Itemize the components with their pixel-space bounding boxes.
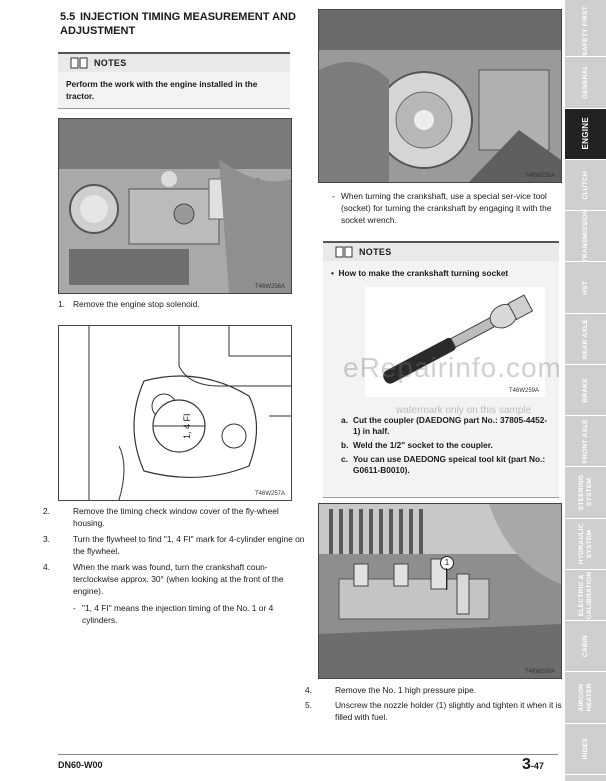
notes-item <box>341 440 551 451</box>
injection-pump-photo <box>318 503 562 679</box>
watermark: eRepairinfo.com <box>343 352 562 383</box>
notes-title: NOTES <box>94 58 127 68</box>
notes-items <box>341 415 551 476</box>
dash: - <box>332 191 335 201</box>
page-minor: -47 <box>530 761 544 771</box>
step-number: 5. <box>305 700 312 710</box>
notes-item <box>341 454 551 476</box>
section-tabs <box>565 0 606 781</box>
step-text: Turn the flywheel to find "1, 4 FI" mark for 4-cylinder engine on the flywheel. <box>73 534 305 556</box>
engine-photo <box>58 118 292 294</box>
step-text: Remove the timing check window cover of the fly-wheel housing. <box>73 506 279 528</box>
tab-label: FRONT AXLE <box>581 419 589 464</box>
book-icon <box>335 246 353 258</box>
image-code: T46W259A <box>508 388 539 394</box>
tab-hst[interactable] <box>565 262 606 313</box>
tab-label: AIRCON HEATER <box>577 683 593 712</box>
tab-label: HST <box>581 280 589 295</box>
tab-label: SAFETY FIRST <box>581 6 589 56</box>
step-2 <box>43 505 305 529</box>
step-remove-pipe <box>305 684 573 696</box>
flywheel-mark: 1, 4 FI <box>182 413 192 439</box>
item-text: You can use DAEDONG speical tool kit (part No.: G0611-B0010). <box>353 454 546 475</box>
tab-steering-system[interactable] <box>565 467 606 518</box>
tab-label: REAR AXLE <box>581 318 589 359</box>
step-number: 4. <box>43 562 50 572</box>
watermark-sub: watermark only on this sample <box>396 405 532 416</box>
step-4 <box>43 561 305 597</box>
tab-index[interactable] <box>565 724 606 775</box>
tab-safety-first[interactable] <box>565 6 606 57</box>
step-number: 2. <box>43 506 50 516</box>
footer-code: DN60-W00 <box>58 760 103 770</box>
tab-label: CLUTCH <box>581 170 589 200</box>
tab-label: TRANSMISSION <box>581 209 589 263</box>
tab-label: ENGINE <box>580 117 590 150</box>
notes-text: Perform the work with the engine installed in the tractor. <box>58 72 290 108</box>
tab-clutch[interactable] <box>565 160 606 211</box>
tab-front-axle[interactable] <box>565 416 606 467</box>
page-major: 3 <box>522 756 531 773</box>
step-text: Unscrew the nozzle holder (1) slightly and tighten it when it is filled with fuel. <box>335 700 562 722</box>
item-text: Weld the 1/2" socket to the coupler. <box>353 440 493 450</box>
section-title: INJECTION TIMING MEASUREMENT AND ADJUSTMENT <box>60 11 296 37</box>
callout-circle <box>440 556 454 570</box>
tab-label: ELECTRIC & CALIBRATION <box>577 571 593 619</box>
notes-item <box>341 415 551 437</box>
step-1 <box>58 298 290 310</box>
step-unscrew-nozzle <box>305 699 573 723</box>
image-code: T46W260A <box>524 669 555 675</box>
tab-general[interactable] <box>565 57 606 108</box>
section-heading <box>60 10 300 38</box>
image-code: T46W258A <box>524 173 555 179</box>
image-code: T46W256A <box>254 284 285 290</box>
tab-label: STEERING SYSTEM <box>577 474 593 511</box>
tab-brake[interactable] <box>565 365 606 416</box>
tab-label: HYDRAULIC SYSTEM <box>577 523 593 565</box>
step-4-sub <box>73 602 299 626</box>
dash: - <box>73 603 76 613</box>
step-text: When the mark was found, turn the crankshaft coun-terclockwise approx. 30° (when looking at the front of the engine). <box>73 562 284 596</box>
tab-label: BRAKE <box>581 377 589 403</box>
notes-title: NOTES <box>359 247 392 257</box>
bullet-text: How to make the crankshaft turning socket <box>338 268 509 278</box>
callout-leader <box>446 568 447 590</box>
step-3 <box>43 533 305 557</box>
book-icon <box>70 57 88 69</box>
step-number: 4. <box>305 685 312 695</box>
flywheel-housing-figure <box>58 325 292 501</box>
tab-transmission[interactable] <box>565 211 606 262</box>
item-letter: a. <box>341 415 348 425</box>
sub-text: "1, 4 FI" means the injection timing of the No. 1 or 4 cylinders. <box>82 603 274 625</box>
item-letter: c. <box>341 454 348 464</box>
footer-rule <box>58 754 558 755</box>
item-letter: b. <box>341 440 349 450</box>
image-code: T46W257A <box>254 491 285 497</box>
section-number: 5.5 <box>60 11 76 23</box>
tab-electric-calibration[interactable] <box>565 570 606 621</box>
tab-aircon-heater[interactable] <box>565 672 606 723</box>
bullet-icon: • <box>331 268 334 278</box>
item-text: Cut the coupler (DAEDONG part No.: 37805-4452-1) in half. <box>353 415 548 436</box>
notes-box-1 <box>58 52 290 109</box>
crank-note <box>332 190 567 226</box>
tab-rear-axle[interactable] <box>565 314 606 365</box>
crankshaft-photo <box>318 9 562 183</box>
tab-label: CABIN <box>581 635 589 658</box>
tab-label: INDEX <box>581 738 589 760</box>
step-number: 1. <box>58 299 65 309</box>
tab-label: GENERAL <box>581 65 589 100</box>
step-text: Remove the engine stop solenoid. <box>73 299 200 309</box>
tab-engine[interactable] <box>565 109 606 160</box>
note-text: When turning the crankshaft, use a special ser-vice tool (socket) for turning the crankshaft by engaging it with the socket wrench. <box>341 191 552 225</box>
tab-hydraulic-system[interactable] <box>565 519 606 570</box>
step-text: Remove the No. 1 high pressure pipe. <box>335 685 477 695</box>
notes-bullet <box>331 268 508 278</box>
tab-cabin[interactable] <box>565 621 606 672</box>
callout-number: 1 <box>444 558 450 567</box>
page-number <box>522 756 544 774</box>
step-number: 3. <box>43 534 50 544</box>
